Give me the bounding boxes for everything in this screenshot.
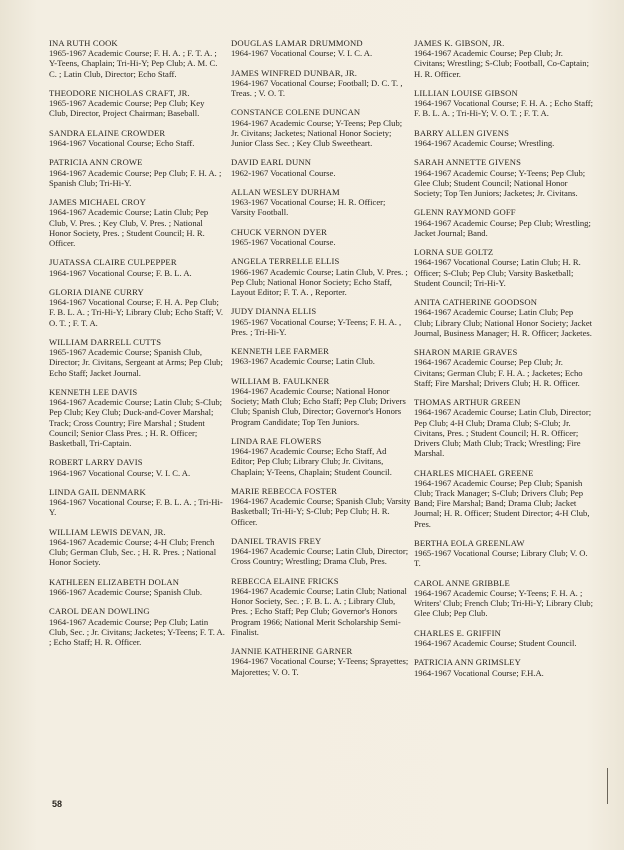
senior-entry bbox=[414, 578, 594, 619]
senior-entry bbox=[49, 487, 225, 518]
senior-name: ROBERT LARRY DAVIS bbox=[49, 457, 143, 468]
senior-activities: 1964-1967 Academic Course; 4-H Club; French Club; German Club, Sec. ; H. R. Pres. ; National Honor Society. bbox=[49, 536, 217, 568]
senior-entry bbox=[49, 197, 225, 248]
senior-entry bbox=[231, 436, 411, 477]
senior-entry bbox=[49, 577, 225, 597]
senior-name: WILLIAM DARRELL CUTTS bbox=[49, 336, 162, 347]
senior-entry bbox=[414, 128, 594, 148]
senior-activities: 1965-1967 Vocational Course; Library Club; V. O. T. bbox=[414, 548, 588, 569]
senior-entry bbox=[231, 376, 411, 427]
senior-entry bbox=[231, 306, 411, 337]
senior-name: GLENN RAYMOND GOFF bbox=[414, 207, 516, 218]
senior-entry bbox=[231, 486, 411, 527]
senior-entry bbox=[414, 38, 594, 79]
senior-name: ANGELA TERRELLE ELLIS bbox=[231, 256, 340, 267]
senior-name: KENNETH LEE DAVIS bbox=[49, 386, 138, 397]
senior-activities: 1964-1967 Academic Course; Pep Club; Wrestling; Jacket Journal; Band. bbox=[414, 217, 591, 238]
senior-name: CAROL DEAN DOWLING bbox=[49, 606, 150, 617]
senior-name: BARRY ALLEN GIVENS bbox=[414, 127, 510, 138]
senior-activities: 1964-1967 Academic Course; Y-Teens; F. H. A. ; Writers' Club; French Club; Tri-Hi-Y; Library Club; Glee Club; Pep Club. bbox=[414, 588, 593, 619]
senior-activities: 1964-1967 Academic Course; Pep Club; Spanish Club; Track Manager; S-Club; Drivers Club; Pep Band; Fire Marshal; Band; Drama Club; Jacket Journal; H. R. Officer; Student Director; 4-H Club, Pres. bbox=[414, 477, 590, 529]
senior-activities: 1964-1967 Vocational Course; F.H.A. bbox=[414, 667, 544, 678]
senior-name: JAMES MICHAEL CROY bbox=[49, 197, 146, 208]
senior-activities: 1962-1967 Vocational Course. bbox=[231, 167, 336, 178]
senior-activities: 1964-1967 Vocational Course; F. H. A. Pep Club; F. B. L. A. ; Tri-Hi-Y; Library Club; Echo Staff; V. O. T. ; F. T. A. bbox=[49, 297, 223, 328]
senior-activities: 1964-1967 Vocational Course; Echo Staff. bbox=[49, 138, 195, 148]
senior-entry bbox=[414, 657, 594, 677]
senior-name: CHARLES E. GRIFFIN bbox=[414, 627, 501, 638]
senior-activities: 1966-1967 Academic Course; Latin Club, V. Pres. ; Pep Club; National Honor Society; Echo Staff, Layout Editor; F. T. A. , Reporter. bbox=[231, 266, 408, 297]
senior-name: JUATASSA CLAIRE CULPEPPER bbox=[49, 257, 177, 268]
senior-name: LORNA SUE GOLTZ bbox=[414, 247, 494, 258]
senior-name: JAMES WINFRED DUNBAR, JR. bbox=[231, 67, 358, 78]
senior-entry bbox=[231, 536, 411, 567]
senior-activities: 1964-1967 Academic Course; Pep Club; Latin Club, Sec. ; Jr. Civitans; Jacketes; Y-Teens; F. T. A. ; Echo Staff; H. R. Officer. bbox=[49, 616, 225, 647]
senior-activities: 1964-1967 Academic Course; Wrestling. bbox=[414, 138, 555, 148]
senior-entry bbox=[414, 88, 594, 119]
senior-activities: 1964-1967 Academic Course; Spanish Club; Varsity Basketball; Tri-Hi-Y; S-Club; Pep Club; H. R. Officer. bbox=[231, 496, 411, 527]
senior-name: CHARLES MICHAEL GREENE bbox=[414, 467, 534, 478]
senior-activities: 1964-1967 Academic Course; Latin Club, Director; Cross Country; Wrestling; Drama Club, Pres. bbox=[231, 546, 409, 567]
senior-activities: 1964-1967 Academic Course; Pep Club; F. H. A. ; Spanish Club; Tri-Hi-Y. bbox=[49, 167, 222, 188]
senior-name: LILLIAN LOUISE GIBSON bbox=[414, 88, 518, 98]
column-1 bbox=[49, 38, 225, 656]
senior-activities: 1964-1967 Academic Course; Latin Club; Pep Club, V. Pres. ; Key Club, V. Pres. ; National Honor Society, Pres. ; Student Council; H. R. Officer. bbox=[49, 207, 209, 248]
senior-activities: 1965-1967 Vocational Course; Y-Teens; F. H. A. , Pres. ; Tri-Hi-Y. bbox=[231, 316, 402, 337]
senior-activities: 1964-1967 Vocational Course; Y-Teens; Sprayettes; Majorettes; V. O. T. bbox=[231, 656, 409, 677]
senior-name: CHUCK VERNON DYER bbox=[231, 226, 327, 237]
senior-activities: 1964-1967 Academic Course; Pep Club; Jr. Civitans; German Club; F. H. A. ; Jacketes; Echo Staff; Fire Marshal; Drivers Club; H. R. Officer. bbox=[414, 357, 583, 388]
senior-activities: 1964-1967 Academic Course; Latin Club; National Honor Society, Sec. ; F. B. L. A. ; Library Club, Pres. ; Echo Staff; Pep Club; Governor's Honors Program 1966; National Merit Scholarship Semi-Finalist. bbox=[231, 585, 407, 637]
senior-entry bbox=[414, 538, 594, 569]
senior-entry bbox=[231, 227, 411, 247]
page-number: 58 bbox=[52, 799, 63, 809]
senior-name: GLORIA DIANE CURRY bbox=[49, 286, 144, 297]
senior-name: JUDY DIANNA ELLIS bbox=[231, 306, 317, 317]
senior-activities: 1966-1967 Academic Course; Spanish Club. bbox=[49, 586, 203, 597]
senior-name: ANITA CATHERINE GOODSON bbox=[414, 297, 538, 308]
senior-name: REBECCA ELAINE FRICKS bbox=[231, 575, 339, 586]
senior-activities: 1964-1967 Vocational Course; F. B. L. A. ; Tri-Hi-Y. bbox=[49, 497, 223, 518]
senior-entry bbox=[49, 527, 225, 568]
senior-name: SARAH ANNETTE GIVENS bbox=[414, 157, 522, 168]
senior-activities: 1964-1967 Academic Course; Y-Teens; Pep Club; Glee Club; Student Council; National Honor Society; Top Ten Juniors; Jacketes; Jr. Civitans. bbox=[414, 167, 586, 198]
senior-activities: 1964-1967 Academic Course; Student Council. bbox=[414, 638, 577, 648]
senior-name: THEODORE NICHOLAS CRAFT, JR. bbox=[49, 88, 190, 98]
senior-entry bbox=[231, 646, 411, 677]
senior-entry bbox=[49, 257, 225, 277]
senior-activities: 1964-1967 Academic Course; Latin Club; S-Club; Pep Club; Key Club; Duck-and-Cover Marshal; Track; Cross Country; Fire Marshal ; Student Council; Senior Class Pres. ; H. R. Officer; Basketball, Tri-Captain. bbox=[49, 397, 223, 448]
senior-name: INA RUTH COOK bbox=[49, 38, 118, 48]
senior-name: DANIEL TRAVIS FREY bbox=[231, 535, 322, 546]
senior-entry bbox=[49, 38, 225, 79]
senior-entry bbox=[49, 606, 225, 647]
senior-activities: 1964-1967 Academic Course; Pep Club; Jr. Civitans; Wrestling; S-Club; Football, Co-Captain; H. R. Officer. bbox=[414, 48, 589, 79]
senior-entry bbox=[231, 157, 411, 177]
margin-pencil-mark bbox=[607, 768, 608, 804]
senior-name: KATHLEEN ELIZABETH DOLAN bbox=[49, 576, 180, 587]
senior-name: JANNIE KATHERINE GARNER bbox=[231, 646, 353, 657]
senior-entry bbox=[414, 628, 594, 648]
senior-activities: 1963-1967 Vocational Course; H. R. Officer; Varsity Football. bbox=[231, 197, 386, 218]
senior-name: PATRICIA ANN GRIMSLEY bbox=[414, 657, 521, 668]
senior-activities: 1965-1967 Academic Course; Pep Club; Key Club, Director, Project Chairman; Baseball. bbox=[49, 98, 205, 119]
senior-name: LINDA RAE FLOWERS bbox=[231, 435, 322, 446]
senior-entry bbox=[49, 287, 225, 328]
senior-entry bbox=[414, 247, 594, 288]
senior-entry bbox=[49, 157, 225, 188]
senior-name: DAVID EARL DUNN bbox=[231, 157, 312, 168]
senior-name: SANDRA ELAINE CROWDER bbox=[49, 127, 166, 138]
senior-entry bbox=[231, 68, 411, 99]
senior-entry bbox=[49, 337, 225, 378]
senior-name: CAROL ANNE GRIBBLE bbox=[414, 577, 510, 588]
senior-entry bbox=[49, 128, 225, 148]
senior-entry bbox=[414, 157, 594, 198]
senior-activities: 1964-1967 Vocational Course; F. H. A. ; Echo Staff; F. B. L. A. ; Tri-Hi-Y; V. O. T. ; F. T. A. bbox=[414, 98, 594, 119]
senior-entry bbox=[231, 576, 411, 637]
senior-entry bbox=[49, 457, 225, 477]
senior-name: CONSTANCE COLENE DUNCAN bbox=[231, 107, 361, 118]
senior-name: ALLAN WESLEY DURHAM bbox=[231, 186, 340, 197]
senior-name: WILLIAM B. FAULKNER bbox=[231, 375, 330, 386]
senior-name: KENNETH LEE FARMER bbox=[231, 346, 330, 357]
senior-entry bbox=[231, 38, 411, 58]
column-2 bbox=[231, 38, 411, 686]
senior-name: SHARON MARIE GRAVES bbox=[414, 347, 518, 358]
senior-entry bbox=[414, 297, 594, 338]
senior-activities: 1964-1967 Vocational Course; V. I. C. A. bbox=[231, 48, 373, 59]
senior-entry bbox=[49, 88, 225, 119]
senior-activities: 1965-1967 Vocational Course. bbox=[231, 236, 336, 247]
senior-activities: 1964-1967 Vocational Course; V. I. C. A. bbox=[49, 467, 191, 478]
senior-entry bbox=[414, 207, 594, 238]
senior-activities: 1964-1967 Academic Course; Echo Staff, Ad Editor; Pep Club; Library Club; Jr. Civitans, Chaplain; Y-Teens, Chaplain; Student Council. bbox=[231, 446, 392, 477]
senior-name: MARIE REBECCA FOSTER bbox=[231, 485, 338, 496]
senior-entry bbox=[414, 347, 594, 388]
senior-name: THOMAS ARTHUR GREEN bbox=[414, 397, 521, 408]
senior-entry bbox=[231, 256, 411, 297]
senior-activities: 1964-1967 Vocational Course; Latin Club; H. R. Officer; S-Club; Pep Club; Varsity Basketball; Student Council; Tri-Hi-Y. bbox=[414, 257, 581, 288]
senior-name: BERTHA EOLA GREENLAW bbox=[414, 538, 525, 548]
senior-entry bbox=[414, 468, 594, 529]
senior-activities: 1964-1967 Academic Course; Latin Club; Pep Club; Library Club; National Honor Society; Jacket Journal, Business Manager; H. R. Officer; Jacketes. bbox=[414, 307, 593, 338]
senior-activities: 1965-1967 Academic Course; F. H. A. ; F. T. A. ; Y-Teens, Chaplain; Tri-Hi-Y; Pep Club; A. M. C. C. ; Latin Club, Director; Echo Staff. bbox=[49, 48, 218, 79]
senior-activities: 1964-1967 Academic Course; Y-Teens; Pep Club; Jr. Civitans; Jacketes; National Honor Society; Junior Class Sec. ; Key Club Sweetheart. bbox=[231, 117, 403, 148]
senior-name: JAMES K. GIBSON, JR. bbox=[414, 38, 505, 48]
senior-name: LINDA GAIL DENMARK bbox=[49, 486, 146, 497]
senior-entry bbox=[49, 387, 225, 448]
senior-activities: 1963-1967 Academic Course; Latin Club. bbox=[231, 356, 375, 367]
senior-name: PATRICIA ANN CROWE bbox=[49, 157, 143, 168]
senior-activities: 1964-1967 Vocational Course; Football; D. C. T. , Treas. ; V. O. T. bbox=[231, 77, 403, 98]
senior-name: WILLIAM LEWIS DEVAN, JR. bbox=[49, 526, 166, 537]
senior-activities: 1964-1967 Vocational Course; F. B. L. A. bbox=[49, 267, 192, 278]
senior-entry bbox=[231, 346, 411, 366]
senior-name: DOUGLAS LAMAR DRUMMOND bbox=[231, 38, 363, 48]
senior-activities: 1964-1967 Academic Course; National Honor Society; Math Club; Echo Staff; Pep Club; Drivers Club; Spanish Club, Director; Governor's Honors Program Candidate; Top Ten Juniors. bbox=[231, 385, 406, 427]
senior-activities: 1964-1967 Academic Course; Latin Club, Director; Pep Club; 4-H Club; Drama Club; S-Club; Jr. Civitans, Pres. ; Student Council; H. R. Officer; Drivers Club; Math Club; Track; Wrestling; Fire Marshal. bbox=[414, 407, 592, 459]
senior-entry bbox=[231, 107, 411, 148]
column-3 bbox=[414, 38, 594, 687]
senior-entry bbox=[231, 187, 411, 218]
senior-entry bbox=[414, 397, 594, 458]
senior-activities: 1965-1967 Academic Course; Spanish Club, Director; Jr. Civitans, Sergeant at Arms; Pep Club; Echo Staff; Jacket Journal. bbox=[49, 347, 223, 378]
